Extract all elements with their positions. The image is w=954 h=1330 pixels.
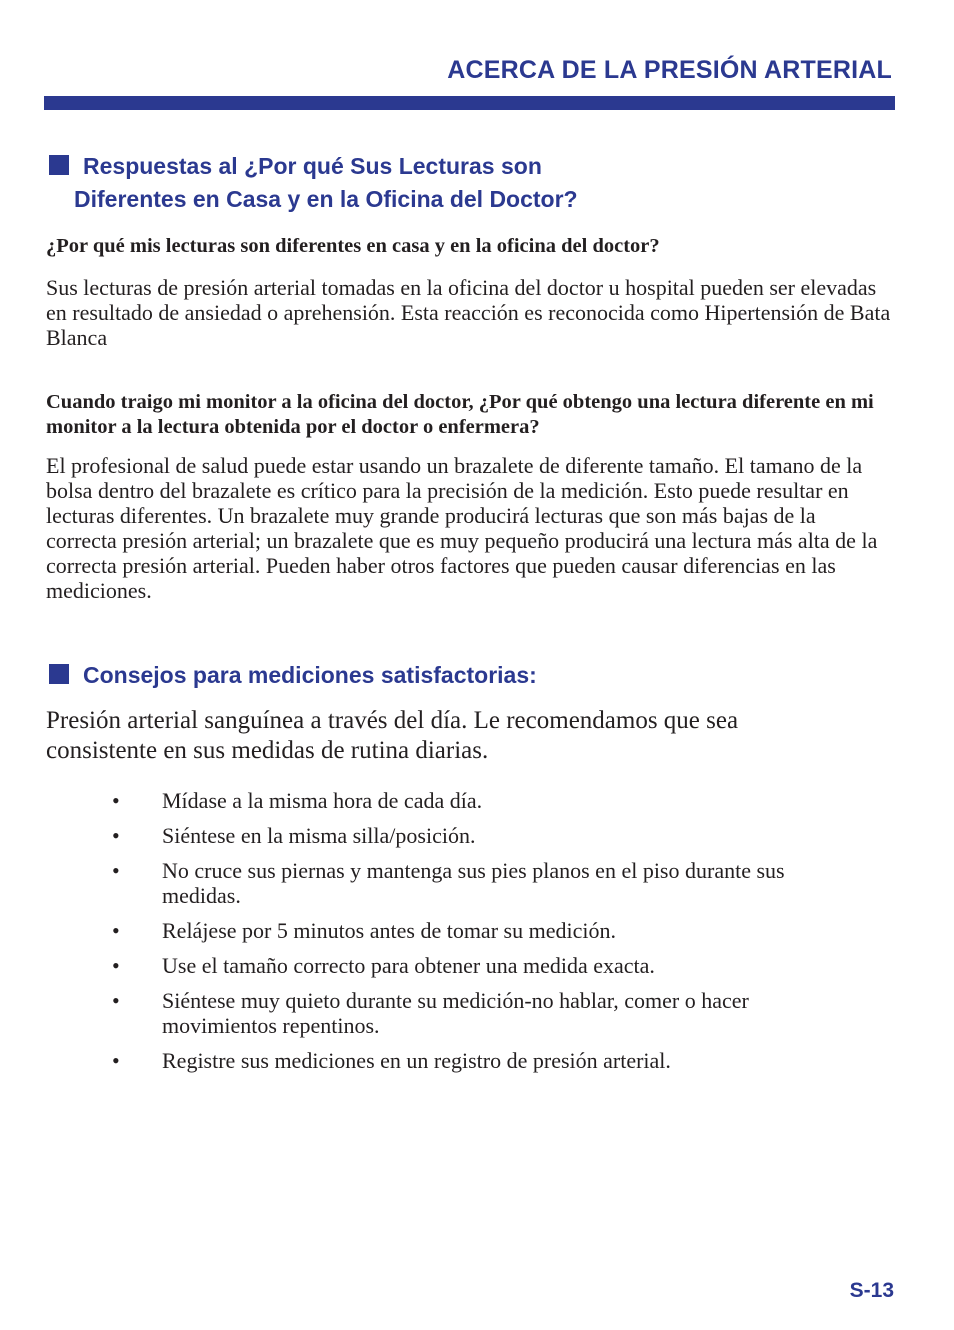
page-header-title: ACERCA DE LA PRESIÓN ARTERIAL <box>447 56 892 84</box>
tip-list-item <box>112 1048 812 1073</box>
section-heading-respuestas <box>49 150 578 216</box>
section-heading-line1: Respuestas al ¿Por qué Sus Lecturas son <box>83 153 542 179</box>
tip-text: Relájese por 5 minutos antes de tomar su medición. <box>162 918 616 943</box>
section-heading-consejos <box>49 659 537 692</box>
square-bullet-icon <box>49 664 69 684</box>
bullet-dot-icon: • <box>112 858 120 883</box>
bullet-dot-icon: • <box>112 1048 120 1073</box>
header-rule <box>44 96 895 110</box>
bullet-dot-icon: • <box>112 988 120 1013</box>
bullet-dot-icon: • <box>112 918 120 943</box>
question-1: ¿Por qué mis lecturas son diferentes en casa y en la oficina del doctor? <box>46 235 660 257</box>
tip-list-item <box>112 823 812 848</box>
tip-list-item <box>112 918 812 943</box>
tip-list-item <box>112 953 812 978</box>
consejos-intro: Presión arterial sanguínea a través del día. Le recomendamos que sea consistente en sus medidas de rutina diarias. <box>46 707 739 764</box>
question-2: Cuando traigo mi monitor a la oficina del doctor, ¿Por qué obtengo una lectura diferente en mi monitor a la lectura obtenida por el doctor o enfermera? <box>46 391 874 438</box>
tip-text: Registre sus mediciones en un registro de presión arterial. <box>162 1048 671 1073</box>
section-heading-line2: Diferentes en Casa y en la Oficina del Doctor? <box>74 186 578 212</box>
section-heading-text: Consejos para mediciones satisfactorias: <box>83 662 537 688</box>
square-bullet-icon <box>49 155 69 175</box>
bullet-dot-icon: • <box>112 953 120 978</box>
bullet-dot-icon: • <box>112 823 120 848</box>
tip-text: Use el tamaño correcto para obtener una medida exacta. <box>162 953 655 978</box>
tip-list-item <box>112 858 812 908</box>
tip-text: Mídase a la misma hora de cada día. <box>162 788 483 813</box>
tip-text: Siéntese muy quieto durante su medición-no hablar, comer o hacer movimientos repentinos. <box>162 988 749 1038</box>
tip-text: Siéntese en la misma silla/posición. <box>162 823 476 848</box>
answer-2: El profesional de salud puede estar usando un brazalete de diferente tamaño. El tamano de la bolsa dentro del brazalete es crítico para la precisión de la medición. Esto puede resultar en lecturas diferentes. Un brazalete muy grande producirá lecturas que son más bajas de la correcta presión arterial; un brazalete que es muy pequeño producirá una lectura más alta de la correcta presión arterial. Pueden haber otros factores que pueden causar diferencias en las mediciones. <box>46 453 878 603</box>
tips-list <box>112 788 812 1083</box>
bullet-dot-icon: • <box>112 788 120 813</box>
tip-list-item <box>112 788 812 813</box>
tip-text: No cruce sus piernas y mantenga sus pies planos en el piso durante sus medidas. <box>162 858 785 908</box>
page-number: S-13 <box>849 1279 894 1302</box>
tip-list-item <box>112 988 812 1038</box>
answer-1: Sus lecturas de presión arterial tomadas en la oficina del doctor u hospital pueden ser elevadas en resultado de ansiedad o aprehensión. Esta reacción es reconocida como Hipertensión de Bata Blanca <box>46 275 891 350</box>
